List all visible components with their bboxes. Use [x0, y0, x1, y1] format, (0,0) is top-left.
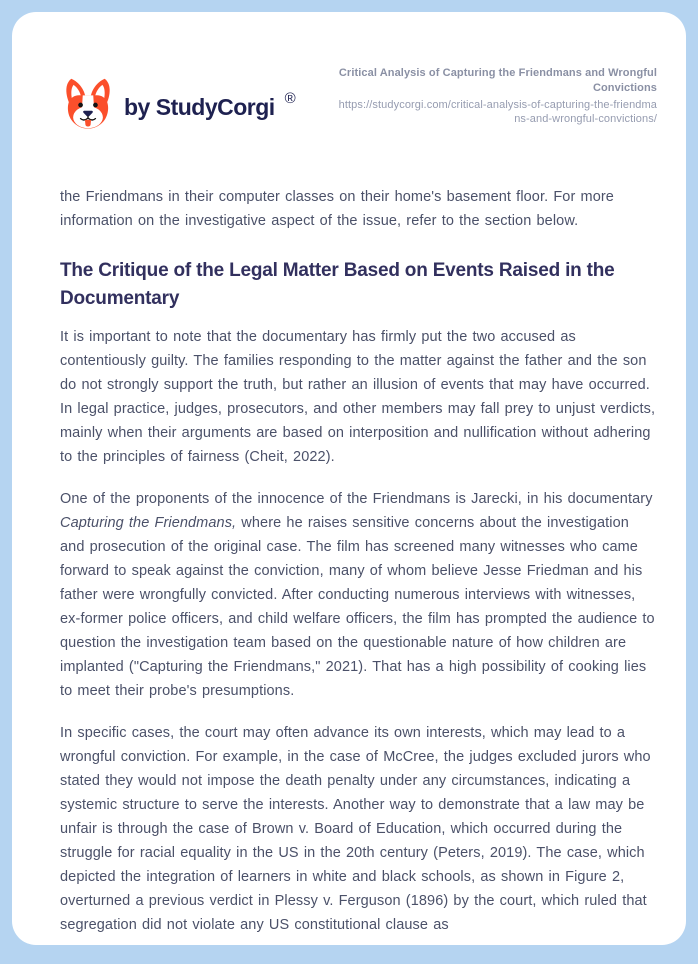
- page-header: [60, 66, 657, 139]
- section-heading: The Critique of the Legal Matter Based on Events Raised in the Documentary: [60, 260, 615, 309]
- paragraph-jarecki-before: One of the proponents of the innocence of the Friendmans is Jarecki, in his documentary: [60, 491, 653, 507]
- document-url-link[interactable]: https://studycorgi.com/critical-analysis-of-capturing-the-friendmans-and-wrongful-convictions/: [338, 99, 657, 125]
- intro-paragraph-fragment: the Friendmans in their computer classes on their home's basement floor. For more information on the investigative aspect of the issue, refer to the section below.: [60, 189, 614, 229]
- paragraph-jarecki-after: where he raises sensitive concerns about the investigation and prosecution of the original case. The film has screened many witnesses who came forward to speak against the conviction, many of whom believe Jesse Friedman and his father were wrongfully convicted. After conducting numerous interviews with witnesses, ex-former police officers, and child welfare officers, the film has prompted the audience to question the investigation team based on the questionable nature of how children are implanted ("Capturing the Friendmans," 2021). That has a high possibility of cooking lies to meet their probe's presumptions.: [60, 515, 655, 699]
- corgi-dog-icon: [60, 76, 116, 139]
- paragraph-documentary-guilty: It is important to note that the documentary has firmly put the two accused as contentiously guilty. The families responding to the matter against the father and the son do not strongly support the truth, but rather an illusion of events that may have occurred. In legal practice, judges, prosecutors, and other members may fall prey to unjust verdicts, mainly when their arguments are based on interposition and nullification without adhering to the principles of fairness (Cheit, 2022).: [60, 329, 656, 465]
- paragraph-jarecki-film: [60, 487, 657, 703]
- article-body: [60, 185, 657, 937]
- brand-label: by StudyCorgi: [124, 94, 275, 120]
- film-title-italic: Capturing the Friendmans,: [60, 515, 237, 531]
- document-meta: [335, 66, 657, 126]
- document-title: Critical Analysis of Capturing the Friendmans and Wrongful Convictions: [338, 67, 657, 94]
- paragraph-court-interests: In specific cases, the court may often advance its own interests, which may lead to a wrongful conviction. For example, in the case of McCree, the judges excluded jurors who stated they would not impose the death penalty under any circumstances, indicating a systemic structure to serve the interests. Another way to demonstrate that a law may be unfair is through the case of Brown v. Board of Education, which occurred during the struggle for racial equality in the US in the 20th century (Peters, 2019). The case, which depicted the integration of learners in white and black schools, as shown in Figure 2, overturned a previous verdict in Plessy v. Ferguson (1896) by the court, which ruled that segregation did not violate any US constitutional clause as: [60, 725, 651, 933]
- document-card: [12, 12, 686, 945]
- registered-trademark-symbol: ®: [284, 90, 296, 107]
- studycorgi-brand-logo[interactable]: [60, 76, 294, 139]
